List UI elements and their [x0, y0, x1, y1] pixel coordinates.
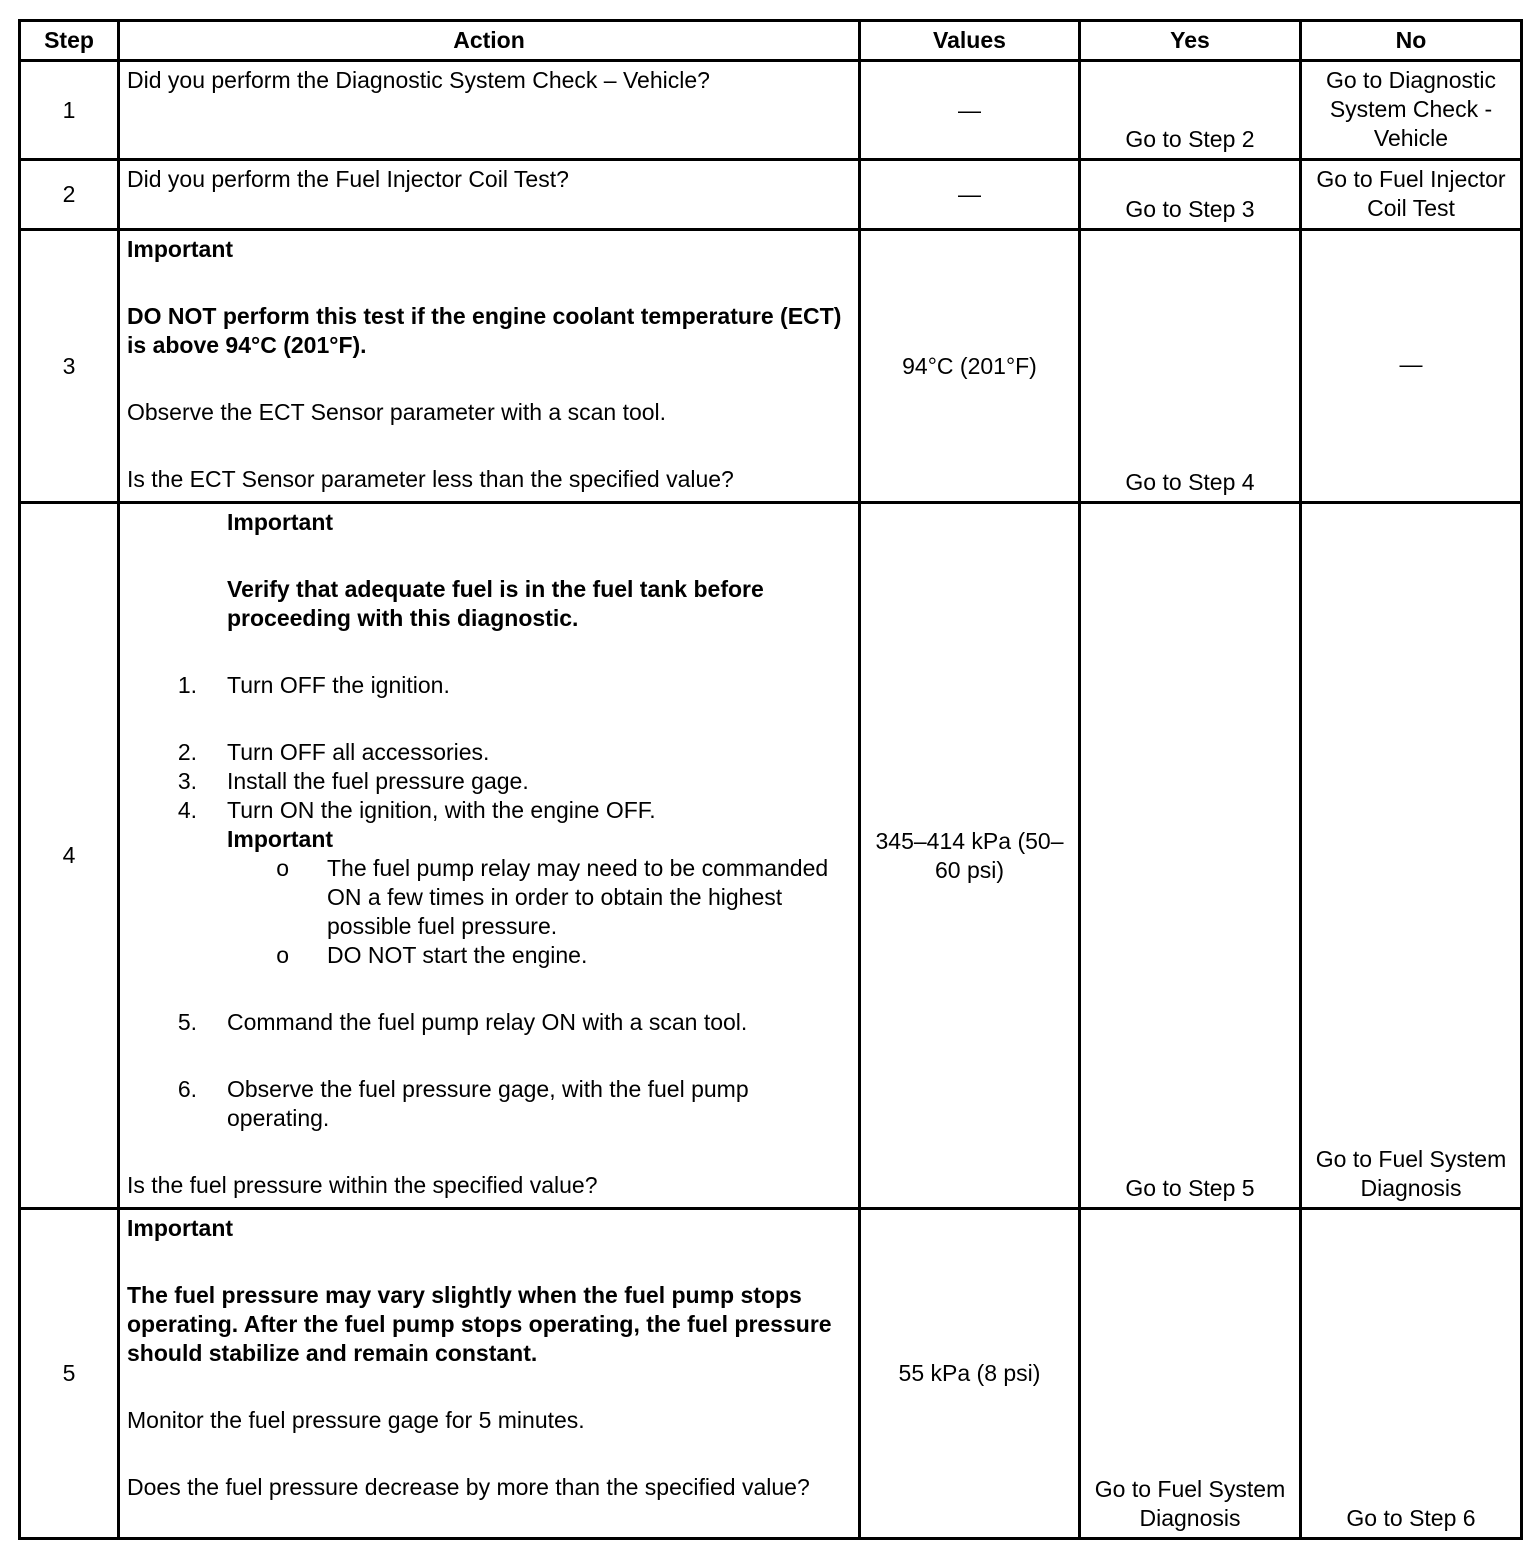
no-link[interactable]: Go to Step 6 — [1301, 1209, 1522, 1539]
sub-list-item — [127, 854, 852, 941]
action-instruction: Monitor the fuel pressure gage for 5 minutes. — [127, 1407, 585, 1433]
important-note: The fuel pressure may vary slightly when the fuel pump stops operating. After the fuel pump stops operating, the fuel pressure should stabilize and remain constant. — [127, 1282, 832, 1366]
action-question: Did you perform the Diagnostic System Check – Vehicle? — [127, 67, 710, 93]
table-row — [20, 1209, 1522, 1539]
action-question: Is the fuel pressure within the specified value? — [127, 1172, 598, 1198]
list-item — [127, 671, 852, 700]
list-item — [127, 767, 852, 796]
yes-link[interactable]: Go to Step 5 — [1080, 503, 1301, 1209]
important-note: Verify that adequate fuel is in the fuel tank before proceeding with this diagnostic. — [227, 576, 764, 631]
important-label: Important — [227, 509, 334, 535]
value-cell: 55 kPa (8 psi) — [860, 1209, 1080, 1539]
action-question: Is the ECT Sensor parameter less than the specified value? — [127, 466, 734, 492]
step-number: 5 — [20, 1209, 119, 1539]
step-number: 2 — [20, 160, 119, 230]
no-link[interactable]: Go to Fuel Injector Coil Test — [1301, 160, 1522, 230]
important-label: Important — [127, 236, 234, 262]
list-number: 3. — [177, 768, 197, 794]
action-cell — [119, 61, 860, 160]
bullet: o — [276, 942, 289, 968]
value-cell: — — [860, 61, 1080, 160]
no-link[interactable]: Go to Diagnostic System Check - Vehicle — [1301, 61, 1522, 160]
action-question: Does the fuel pressure decrease by more than the specified value? — [127, 1474, 810, 1500]
yes-link[interactable]: Go to Step 3 — [1080, 160, 1301, 230]
important-label: Important — [127, 1215, 234, 1241]
list-item — [127, 1075, 852, 1133]
action-cell — [119, 1209, 860, 1539]
header-values: Values — [860, 21, 1080, 61]
table-row — [20, 503, 1522, 1209]
step-number: 3 — [20, 230, 119, 503]
no-link[interactable]: Go to Fuel System Diagnosis — [1301, 503, 1522, 1209]
sub-list-text: The fuel pump relay may need to be commanded ON a few times in order to obtain the highest possible fuel pressure. — [327, 855, 829, 939]
header-no: No — [1301, 21, 1522, 61]
table-row — [20, 160, 1522, 230]
action-cell — [119, 160, 860, 230]
step-number: 4 — [20, 503, 119, 1209]
list-text: Observe the fuel pressure gage, with the fuel pump operating. — [227, 1076, 749, 1131]
list-item — [127, 796, 852, 825]
header-yes: Yes — [1080, 21, 1301, 61]
diagnostic-table — [18, 19, 1523, 1540]
value-cell: — — [860, 160, 1080, 230]
sub-list-item — [127, 941, 852, 970]
list-number: 2. — [177, 739, 197, 765]
value-cell: 94°C (201°F) — [860, 230, 1080, 503]
no-cell: — — [1301, 230, 1522, 503]
important-note: DO NOT perform this test if the engine coolant temperature (ECT) is above 94°C (201°F). — [127, 303, 842, 358]
action-cell — [119, 230, 860, 503]
header-step: Step — [20, 21, 119, 61]
action-question: Did you perform the Fuel Injector Coil Test? — [127, 166, 569, 192]
list-text: Turn OFF the ignition. — [227, 672, 450, 698]
list-text: Command the fuel pump relay ON with a scan tool. — [227, 1009, 748, 1035]
list-text: Turn ON the ignition, with the engine OFF. — [227, 797, 656, 823]
sub-list-text: DO NOT start the engine. — [327, 942, 588, 968]
list-number: 4. — [177, 797, 197, 823]
list-text: Turn OFF all accessories. — [227, 739, 490, 765]
bullet: o — [276, 855, 289, 881]
list-number: 5. — [177, 1009, 197, 1035]
list-item — [127, 738, 852, 767]
yes-link[interactable]: Go to Fuel System Diagnosis — [1080, 1209, 1301, 1539]
yes-link[interactable]: Go to Step 2 — [1080, 61, 1301, 160]
table-row — [20, 230, 1522, 503]
list-item — [127, 1008, 852, 1037]
step-number: 1 — [20, 61, 119, 160]
value-cell: 345–414 kPa (50–60 psi) — [860, 503, 1080, 1209]
header-row — [20, 21, 1522, 61]
list-number: 1. — [177, 672, 197, 698]
list-number: 6. — [177, 1076, 197, 1102]
sub-important-label: Important — [227, 826, 334, 852]
header-action: Action — [119, 21, 860, 61]
table-row — [20, 61, 1522, 160]
list-text: Install the fuel pressure gage. — [227, 768, 529, 794]
yes-link[interactable]: Go to Step 4 — [1080, 230, 1301, 503]
action-instruction: Observe the ECT Sensor parameter with a scan tool. — [127, 399, 667, 425]
action-cell — [119, 503, 860, 1209]
